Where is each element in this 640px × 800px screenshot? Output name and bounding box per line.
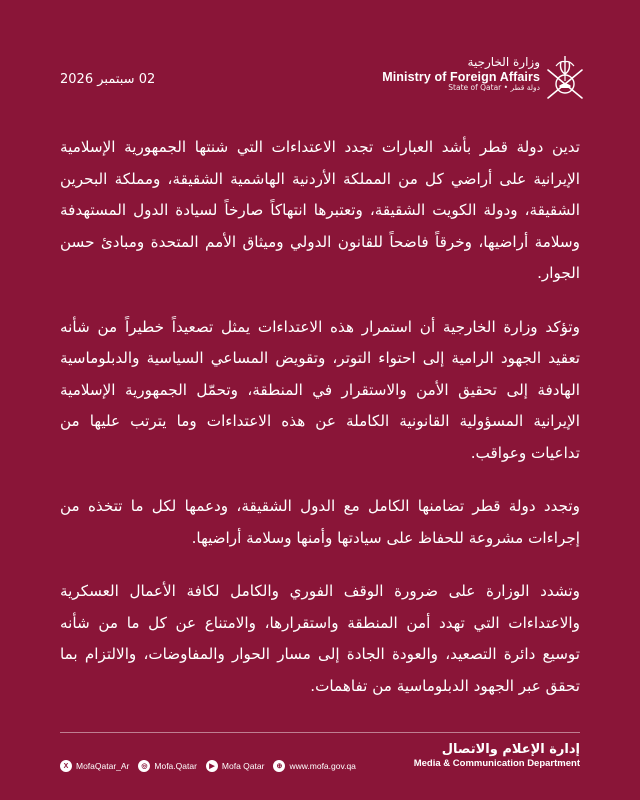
social-website-label: www.mofa.gov.qa	[289, 761, 356, 771]
header	[0, 0, 640, 110]
state-of-qatar-label: State of Qatar • دولة قطر	[448, 83, 540, 93]
social-instagram[interactable]	[138, 760, 197, 772]
statement-date: 02 سبتمبر 2026	[60, 72, 156, 87]
ministry-name-ar: وزارة الخارجية	[467, 55, 540, 69]
social-x[interactable]	[60, 760, 129, 772]
statement-body	[60, 132, 580, 724]
social-youtube[interactable]	[206, 760, 265, 772]
qatar-emblem-icon	[542, 48, 588, 104]
social-youtube-label: Mofa Qatar	[221, 761, 265, 771]
social-links	[60, 760, 356, 772]
department-label	[414, 742, 580, 769]
department-name-en: Media & Communication Department	[413, 757, 580, 769]
instagram-icon: ◎	[138, 760, 150, 772]
paragraph-4: وتشدد الوزارة على ضرورة الوقف الفوري والكامل لكافة الأعمال العسكرية والاعتداءات التي تهدد أمن المنطقة واستقرارها، والامتناع عن كل ما من شأنه توسيع دائرة التصعيد، والعودة الجادة إلى مسار الحوار والمفاوضات، والالتزام بما تحقق عبر الجهود الدبلوماسية من تفاهمات.	[60, 582, 580, 695]
social-website[interactable]	[273, 760, 355, 772]
globe-icon: ⊕	[273, 760, 285, 772]
x-icon: X	[60, 760, 72, 772]
department-name-ar: إدارة الإعلام والاتصال	[441, 742, 580, 757]
ministry-name-en: Ministry of Foreign Affairs	[382, 69, 540, 84]
paragraph-2: وتؤكد وزارة الخارجية أن استمرار هذه الاعتداءات يمثل تصعيداً خطيراً من شأنه تعقيد الجهود الرامية إلى احتواء التوتر، وتقويض المساعي السياسية والدبلوماسية الهادفة إلى تحقيق الأمن والاستقرار في المنطقة، وتحمّل الجمهورية الإسلامية الإيرانية المسؤولية القانونية الكاملة عن هذه الاعتداءات وما يترتب عليها من تداعيات وعواقب.	[60, 317, 580, 462]
social-x-label: MofaQatar_Ar	[76, 761, 130, 771]
ministry-logo-text	[382, 56, 540, 93]
paragraph-1: تدين دولة قطر بأشد العبارات تجدد الاعتداءات التي شنتها الجمهورية الإسلامية الإيرانية على أراضي كل من المملكة الأردنية الهاشمية الشقيقة، ومملكة البحرين الشقيقة، ودولة الكويت الشقيقة، وتعتبرها انتهاكاً صارخاً لسيادة الدول المستهدفة وسلامة أراضيها، وخرقاً فاضحاً للقانون الدولي وميثاق الأمم المتحدة ومبادئ حسن الجوار.	[60, 138, 580, 282]
social-instagram-label: Mofa.Qatar	[154, 761, 197, 771]
footer-divider	[60, 732, 580, 733]
paragraph-3: وتجدد دولة قطر تضامنها الكامل مع الدول الشقيقة، ودعمها لكل ما تتخذه من إجراءات مشروعة للحفاظ على سيادتها وأمنها وسلامة أراضيها.	[60, 497, 580, 547]
youtube-icon: ▶	[206, 760, 218, 772]
